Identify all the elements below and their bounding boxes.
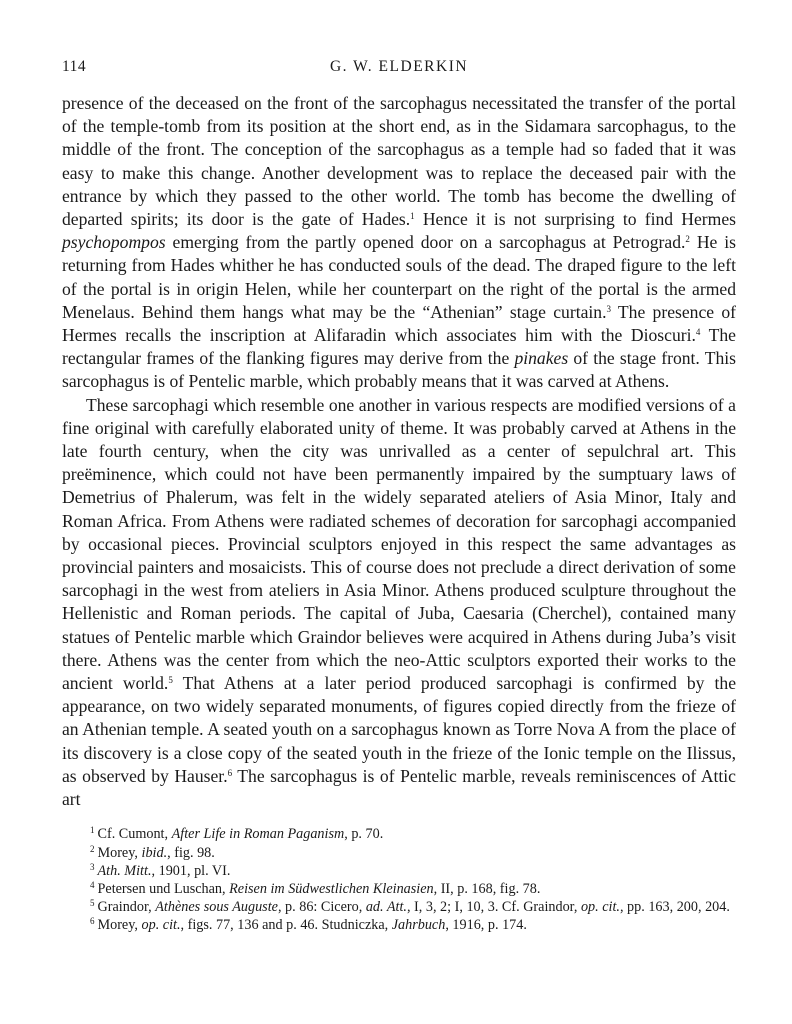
paragraph-2: These sarcophagi which resemble one another in various respects are modified versions of a fine original with carefully elaborated unity of theme. It was probably carved at Athens in the late fourth century, when the city was unrivalled as a center of sepulchral art. This preëminence, which could not have been permanently impaired by the sumptuary laws of Demetrius of Phalerum, was felt in the widely separated ateliers of Asia Minor, Italy and Roman Africa. From Athens were radiated schemes of decoration for sarcophagi accompanied by occasional pieces. Provincial sculptors enjoyed in this respect the same advantages as provincial painters and mosaicists. This of course does not preclude a direct derivation of some sarcophagi in the west from ateliers in Asia Minor. Athens produced sculpture throughout the Hellenistic and Roman periods. The capital of Juba, Caesaria (Cherchel), contained many statues of Pentelic marble which Graindor believes were acquired in Athens during Juba’s visit there. Athens was the center from which the neo-Attic sculptors exported their works to the ancient world.$^5$ That Athens at a later period produced sarcophagi is confirmed by the appearance, on two widely separated monuments, of figures copied directly from the frieze of an Athenian temple. A seated youth on a sarcophagus known as Torre Nova A from the place of its discovery is a close copy of the seated youth in the frieze of the Ionic temple on the Ilissus, as observed by Hauser.$^6$ The sarcophagus is of Pentelic marble, reveals reminiscences of Attic art [62,394,737,810]
footnote-3: $^3$ Ath. Mitt., 1901, pl. VI. [90,861,231,879]
body-text [62,92,736,811]
footnote-ref-3: 3 [606,303,611,314]
footnotes [62,825,736,934]
running-head [62,58,736,84]
footnote-2: $^2$ Morey, ibid., fig. 98. [90,843,215,861]
running-head-author: G. W. ELDERKIN [329,58,469,75]
footnote-ref-1: 1 [410,211,415,222]
footnote-ref-2: 2 [685,234,690,245]
page-number: 114 [62,58,87,75]
footnote-ref-5: 5 [168,675,173,686]
footnote-1: $^1$ Cf. Cumont, After Life in Roman Paganism, p. 70. [90,825,384,843]
footnote-6: $^6$ Morey, op. cit., figs. 77, 136 and p. 46. Studniczka, Jahrbuch, 1916, p. 174. [90,916,527,934]
footnote-ref-6: 6 [227,767,233,778]
footnote-ref-4: 4 [695,327,701,338]
footnote-4: $^4$ Petersen und Luschan, Reisen im Südwestlichen Kleinasien, II, p. 168, fig. 78. [90,879,541,897]
page [62,58,736,935]
footnote-5: $^5$ Graindor, Athènes sous Auguste, p. 86: Cicero, ad. Att., I, 3, 2; I, 10, 3. Cf. Graindor, op. cit., pp. 163, 200, 204. [90,898,730,916]
paragraph-1: presence of the deceased on the front of the sarcophagus necessitated the transfer of the portal of the temple-tomb from its position at the short end, as in the Sidamara sarcophagus, to the middle of the front. The conception of the sarcophagus as a temple had so faded that it was easy to make this change. Another development was to replace the deceased pair with the entrance by which they passed to the other world. The tomb has become the dwelling of departed spirits; its door is the gate of Hades.$^1$ Hence it is not surprising to find Hermes psychopompos emerging from the partly opened door on a sarcophagus at Petrograd.$^2$ He is returning from Hades whither he has conducted souls of the dead. The draped figure to the left of the portal is in origin Helen, while her counterpart on the right of the portal is the armed Menelaus. Behind them hangs what may be the “Athenian” stage curtain.$^3$ The presence of Hermes recalls the inscription at Alifaradin which associates him with the Dioscuri.$^4$ The rectangular frames of the flanking figures may derive from the pinakes of the stage front. This sarcophagus is of Pentelic marble, which probably means that it was carved at Athens. [62,93,736,392]
